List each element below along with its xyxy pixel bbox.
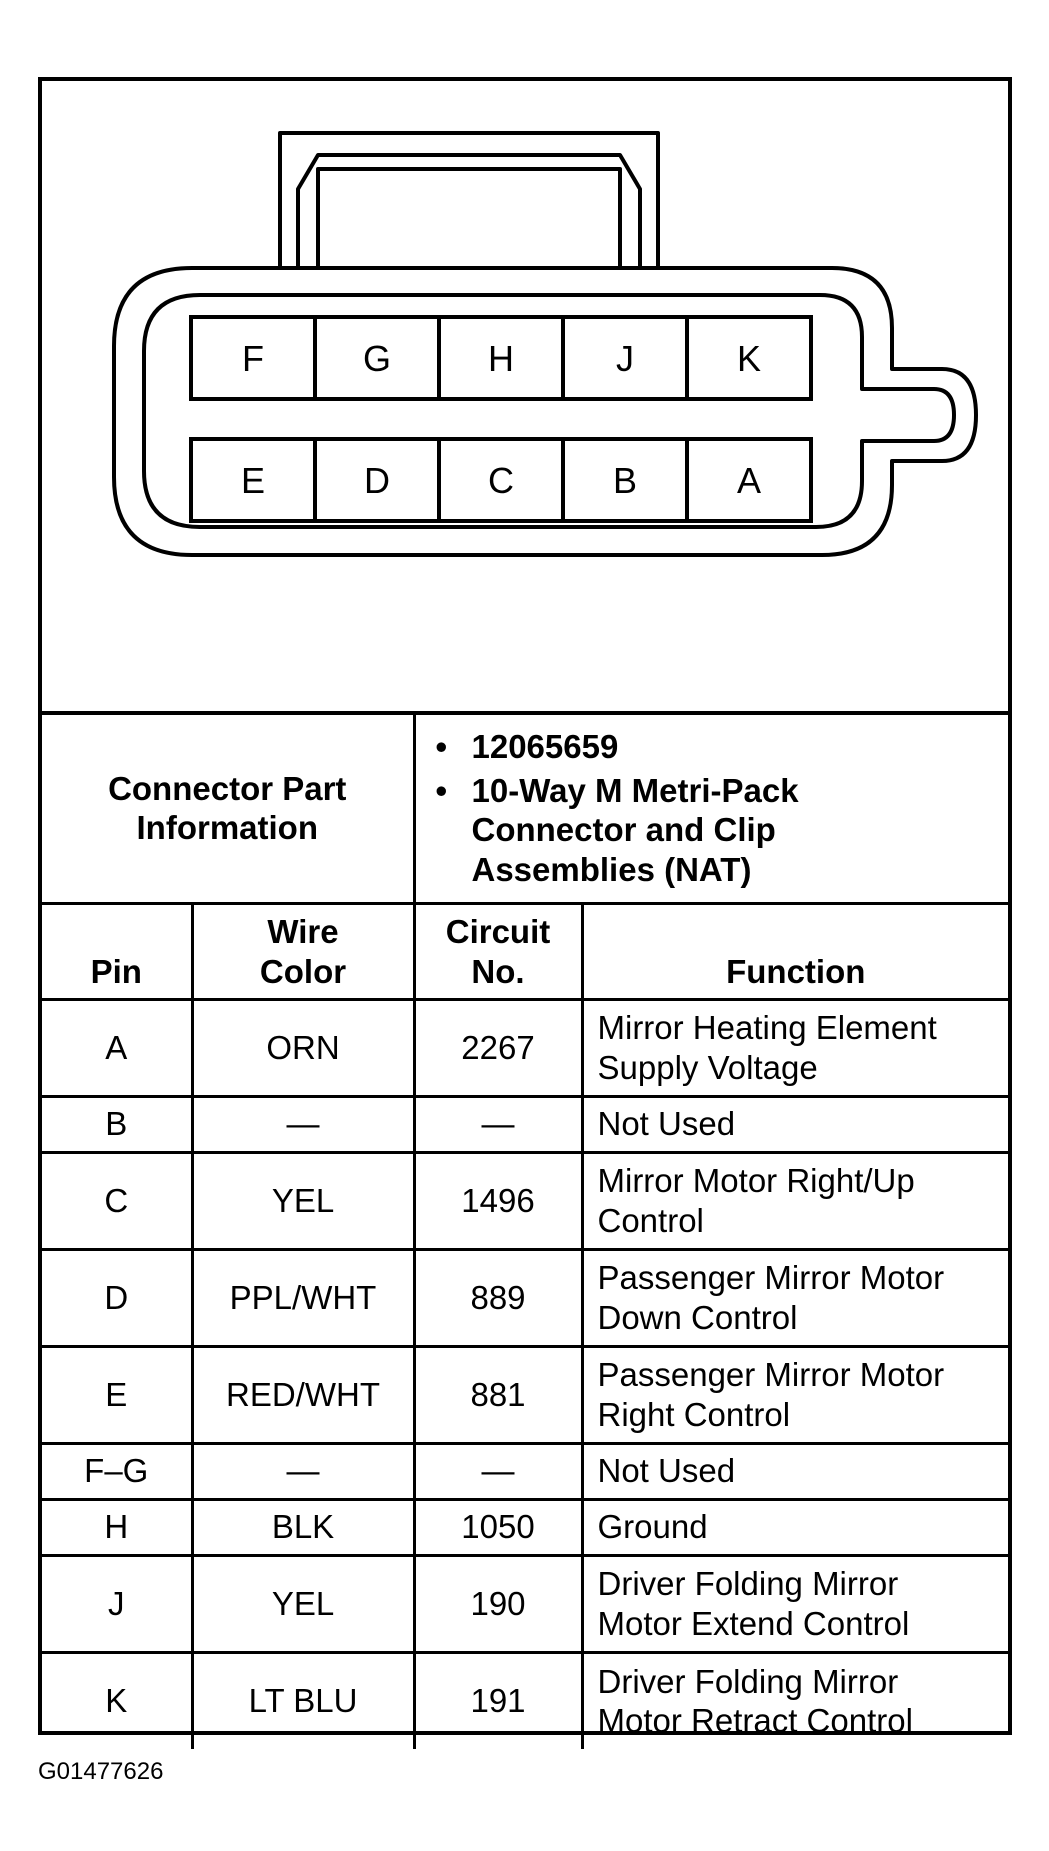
connector-housing-outer: [114, 268, 976, 555]
pin-label-k: K: [736, 338, 762, 379]
pin-cell: D: [42, 1249, 192, 1346]
pin-cell: B: [42, 1096, 192, 1152]
part-number: • 12065659: [472, 727, 995, 767]
table-row: [42, 1346, 1008, 1443]
table-row: [42, 1096, 1008, 1152]
circuit-cell: 190: [414, 1555, 582, 1652]
function-cell: Ground: [582, 1499, 1008, 1555]
table-row: [42, 999, 1008, 1096]
header-wire-color: Wire Color: [192, 903, 414, 999]
wire-color-cell: BLK: [192, 1499, 414, 1555]
pin-cell: H: [42, 1499, 192, 1555]
wire-color-cell: —: [192, 1096, 414, 1152]
header-circuit-no: Circuit No.: [414, 903, 582, 999]
wire-color-cell: RED/WHT: [192, 1346, 414, 1443]
function-cell: Not Used: [582, 1443, 1008, 1499]
figure-id-caption: G01477626: [38, 1758, 164, 1785]
connector-face-diagram: [42, 81, 1008, 711]
wire-color-cell: ORN: [192, 999, 414, 1096]
pin-label-e: E: [240, 460, 266, 501]
wire-color-cell: YEL: [192, 1152, 414, 1249]
pin-label-a: A: [736, 460, 762, 501]
table-row: [42, 1249, 1008, 1346]
pin-label-c: C: [488, 460, 514, 501]
table-row: [42, 1652, 1008, 1749]
wire-color-cell: —: [192, 1443, 414, 1499]
connector-info-table: [42, 711, 1008, 1749]
function-cell: Mirror Motor Right/Up Control: [582, 1152, 1008, 1249]
table-header-row: [42, 903, 1008, 999]
function-cell: Passenger Mirror Motor Right Control: [582, 1346, 1008, 1443]
circuit-cell: 191: [414, 1652, 582, 1749]
connector-figure-frame: [38, 77, 1012, 1740]
circuit-cell: 1050: [414, 1499, 582, 1555]
circuit-cell: —: [414, 1443, 582, 1499]
table-row: [42, 1152, 1008, 1249]
pin-cell: E: [42, 1346, 192, 1443]
pin-label-g: G: [362, 338, 392, 379]
circuit-cell: 889: [414, 1249, 582, 1346]
circuit-cell: 2267: [414, 999, 582, 1096]
part-info-label: Connector Part Information: [42, 713, 414, 903]
pin-cell: A: [42, 999, 192, 1096]
pin-cell: K: [42, 1652, 192, 1749]
pin-label-j: J: [616, 338, 634, 379]
function-cell: Driver Folding Mirror Motor Extend Control: [582, 1555, 1008, 1652]
pin-label-f: F: [242, 338, 264, 379]
pin-label-h: H: [488, 338, 514, 379]
pin-label-d: D: [364, 460, 390, 501]
pin-cell: J: [42, 1555, 192, 1652]
function-cell: Mirror Heating Element Supply Voltage: [582, 999, 1008, 1096]
header-function: Function: [582, 903, 1008, 999]
circuit-cell: 1496: [414, 1152, 582, 1249]
wire-color-cell: PPL/WHT: [192, 1249, 414, 1346]
connector-housing-inner: [144, 295, 954, 527]
function-cell: Not Used: [582, 1096, 1008, 1152]
table-row: [42, 1555, 1008, 1652]
circuit-cell: —: [414, 1096, 582, 1152]
circuit-cell: 881: [414, 1346, 582, 1443]
table-row: [42, 1499, 1008, 1555]
part-description: • 10-Way M Metri-Pack Connector and Clip Assemblies (NAT): [472, 771, 995, 890]
wire-color-cell: YEL: [192, 1555, 414, 1652]
function-cell: Driver Folding Mirror Motor Retract Control: [582, 1652, 1008, 1749]
pin-label-b: B: [612, 460, 638, 501]
part-info-row: [42, 713, 1008, 903]
function-cell: Passenger Mirror Motor Down Control: [582, 1249, 1008, 1346]
header-pin: Pin: [42, 903, 192, 999]
table-row: [42, 1443, 1008, 1499]
pin-cell: F–G: [42, 1443, 192, 1499]
pin-cell: C: [42, 1152, 192, 1249]
wire-color-cell: LT BLU: [192, 1652, 414, 1749]
part-info-details: [414, 713, 1008, 903]
